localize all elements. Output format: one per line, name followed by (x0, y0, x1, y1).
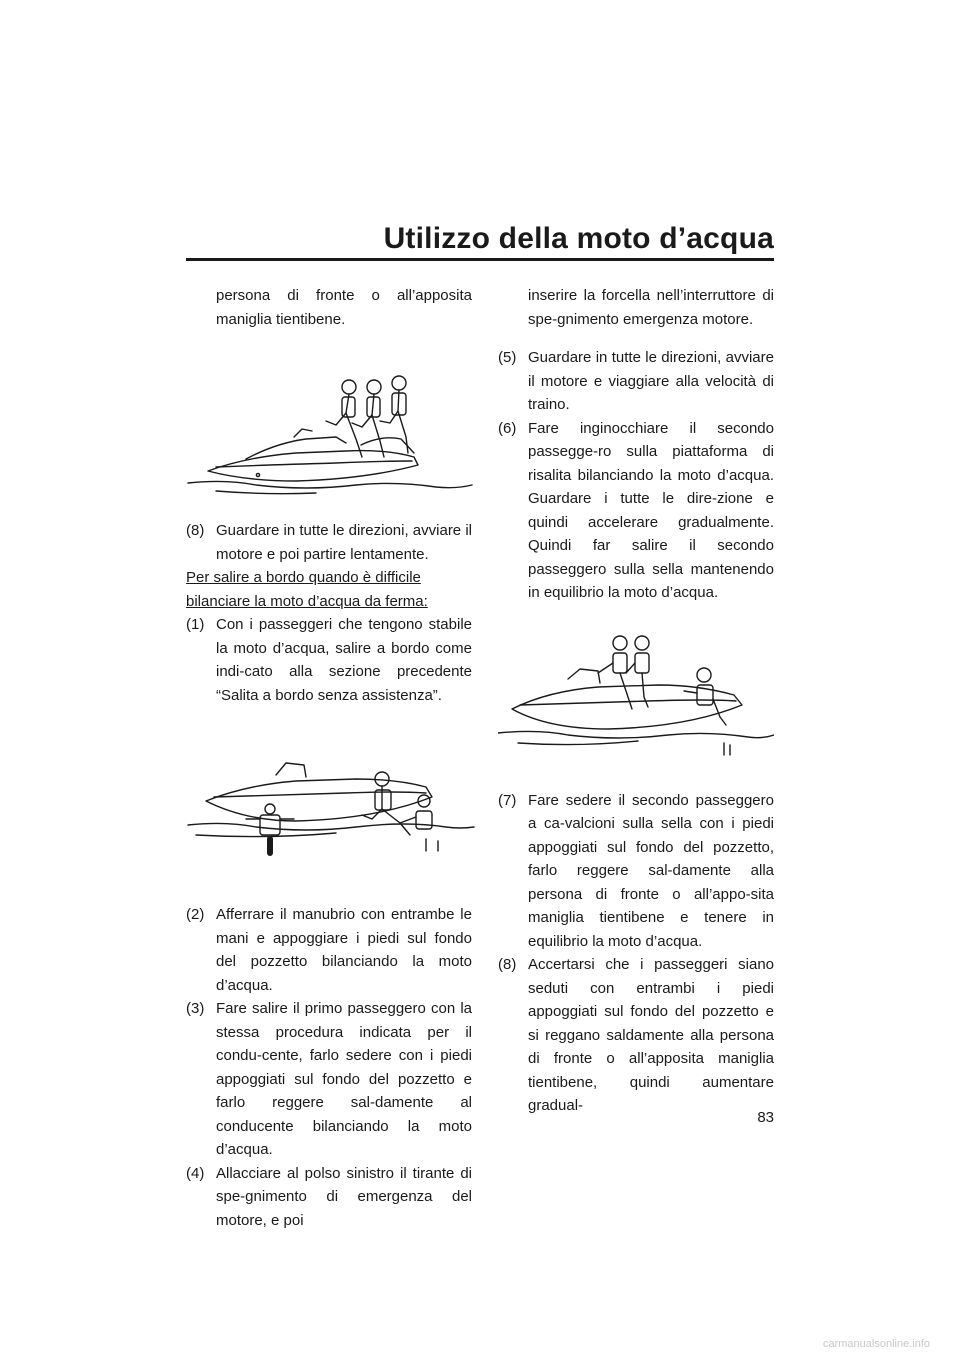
right-column (498, 269, 774, 1118)
figure-three-riders (186, 353, 476, 497)
list-item: (6) Fare inginocchiare il secondo passegge-ro sulla piattaforma di risalita bilanciando la moto d’acqua. Guardare i tutte le dire-zione e quindi accelerare gradualmente. Quindi far salire il secondo passeggero sulla sella mantenendo in equilibrio la moto d’acqua. (498, 419, 774, 601)
list-item: (4) Allacciare al polso sinistro il tirante di spe-gnimento di emergenza del motore, e poi (186, 1164, 472, 1229)
header-rule (186, 258, 774, 261)
figure-boarding-from-water (186, 735, 476, 875)
list-item: (1) Con i passeggeri che tengono stabile la moto d’acqua, salire a bordo come indi-cato alla sezione precedente “Salita a bordo senza assistenza”. (186, 616, 472, 704)
list-item: (8) Accertarsi che i passeggeri siano seduti con entrambi i piedi appoggiati sul fondo del pozzetto e si reggano saldamente alla persona di fronte o all’apposita maniglia tientibene, quindi aumentare gradual- (498, 956, 774, 1114)
intro-text: persona di fronte o all’apposita maniglia tientibene. (216, 287, 472, 328)
list-item: (7) Fare sedere il secondo passeggero a ca-valcioni sulla sella con i piedi appoggiati sul fondo del pozzetto, farlo reggere sal-damente alla persona di fronte o all’appo-sita maniglia tientibene e tenere in equilibrio la moto d’acqua. (498, 791, 774, 950)
list-item: (5) Guardare in tutte le direzioni, avviare il motore e viaggiare alla velocità di traino. (498, 349, 774, 413)
list-item: (8) Guardare in tutte le direzioni, avviare il motore e poi partire lentamente. (186, 522, 472, 563)
figure-kneeling-passenger (498, 633, 774, 761)
section-subheading: Per salire a bordo quando è difficile bilanciare la moto d’acqua da ferma: (186, 569, 428, 610)
left-column (186, 269, 472, 1232)
watermark: carmanualsonline.info (822, 1338, 930, 1350)
list-item: (3) Fare salire il primo passeggero con la stessa procedura indicata per il condu-cente, farlo sedere con i piedi appoggiati sul fondo del pozzetto e farlo reggere sal-damente al conducente bilanciando la moto d’acqua. (186, 1000, 472, 1158)
page-number: 83 (757, 1109, 774, 1126)
page-title: Utilizzo della moto d’acqua (383, 222, 774, 255)
continued-text: inserire la forcella nell’interruttore di spe-gnimento emergenza motore. (528, 287, 774, 328)
list-item: (2) Afferrare il manubrio con entrambe le mani e appoggiare i piedi sul fondo del pozzetto bilanciando la moto d’acqua. (186, 906, 472, 994)
